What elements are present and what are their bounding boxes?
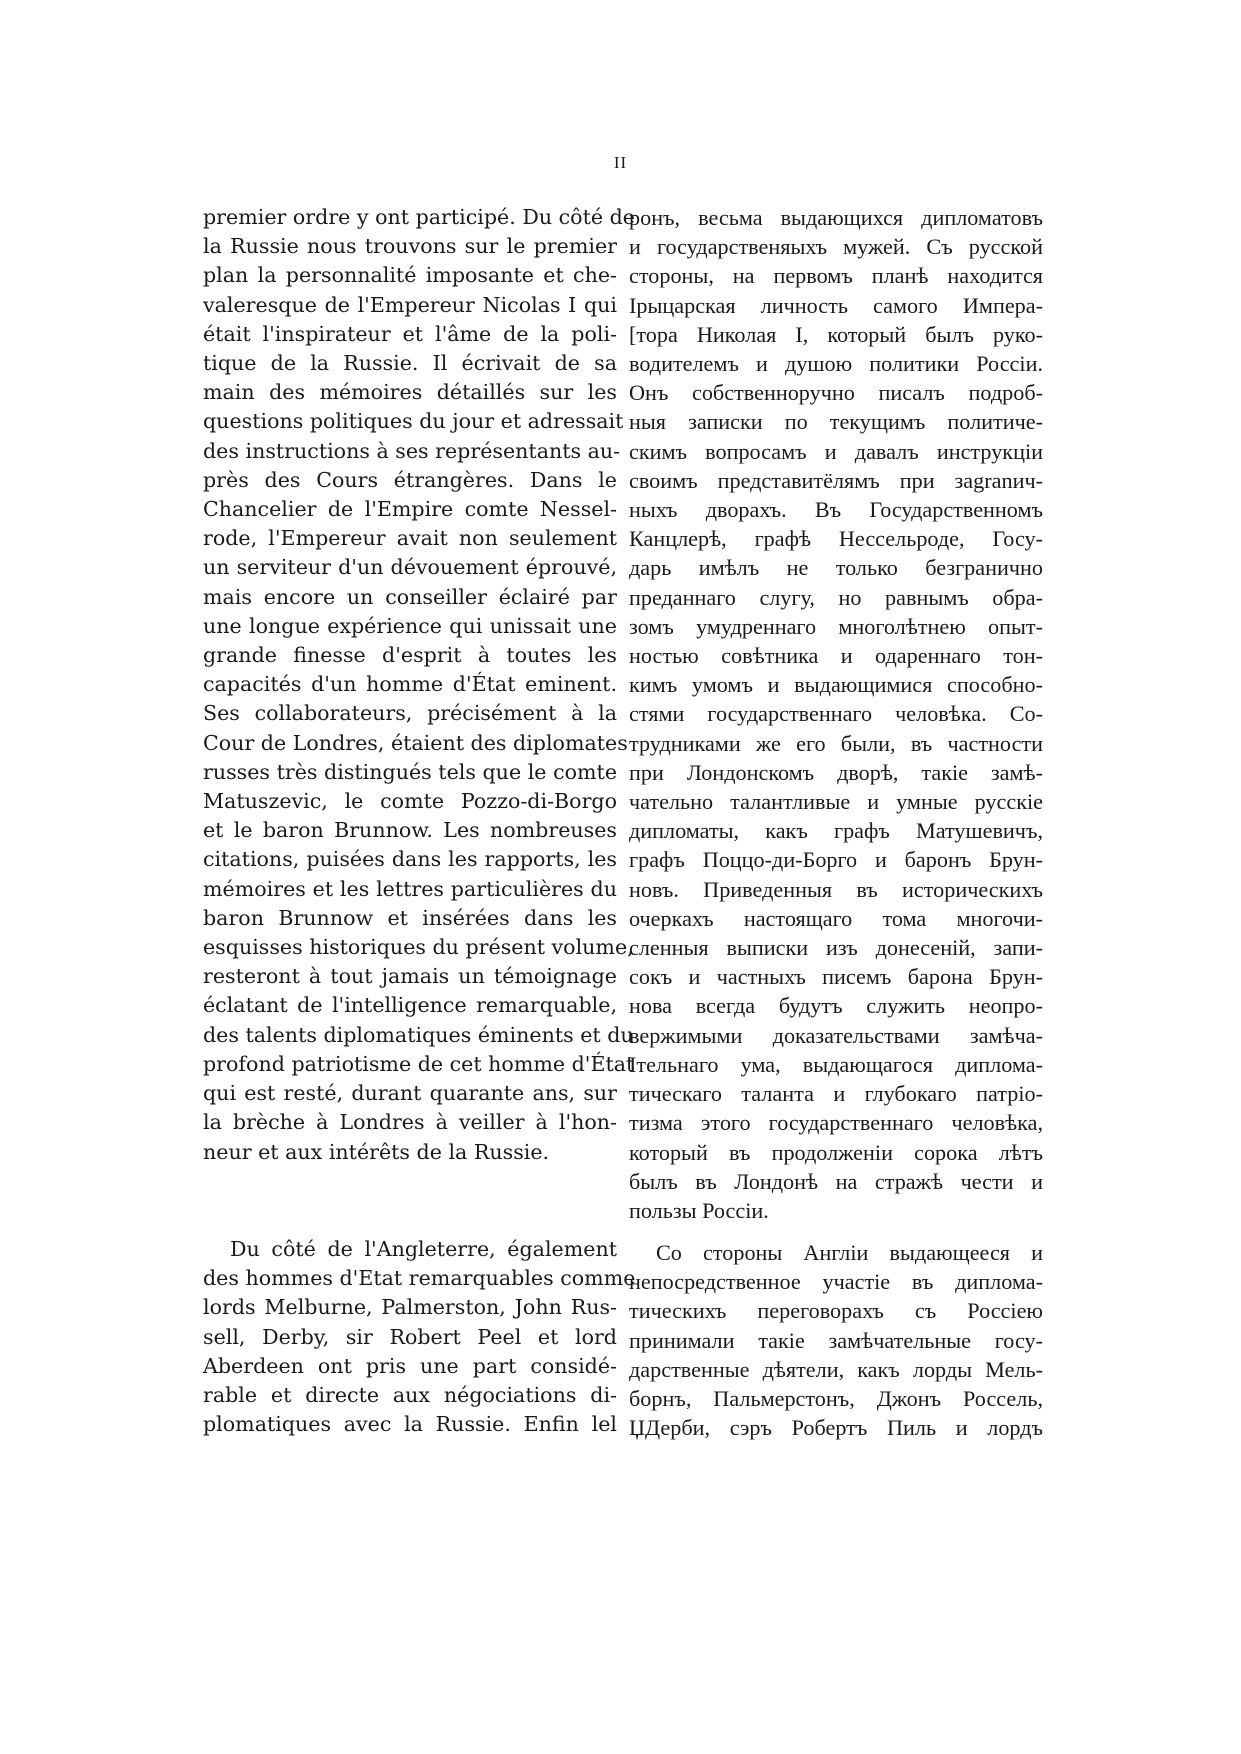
text-line: зомъ умудреннаго многолѣтнею опыт- (629, 613, 1043, 639)
text-line: Ірыцарская личность самого Импера- (629, 292, 1043, 318)
text-line: нова всегда будутъ служить неопро- (629, 993, 1043, 1019)
text-line: сокъ и частныхъ писемъ барона Брун- (629, 964, 1043, 990)
text-line: ронъ, весьма выдающихся дипломатовъ (629, 205, 1043, 230)
french-paragraph-1 (203, 203, 635, 1167)
text-line: des instructions à ses représentants au- (203, 438, 621, 463)
text-line: des hommes d'Etat remarquables comme (203, 1266, 636, 1291)
text-line: mais encore un conseiller éclairé par (203, 584, 617, 609)
text-line: qui est resté, durant quarante ans, sur (203, 1081, 617, 1106)
text-line: grande finesse d'esprit à toutes les (203, 643, 617, 668)
text-line: resteront à tout jamais un témoignage (203, 964, 617, 989)
russian-paragraph-1 (629, 203, 1043, 1225)
french-paragraph-2 (203, 1235, 636, 1439)
text-line: main des mémoires détaillés sur les (203, 380, 617, 405)
text-line: ЏДерби, сэръ Робертъ Пиль и лордъ (629, 1415, 1043, 1441)
page-number: II (613, 153, 628, 172)
text-line: тизма этого государственнаго человѣка, (629, 1110, 1043, 1136)
text-line: était l'inspirateur et l'âme de la poli- (203, 321, 617, 346)
text-line: Онъ собственноручно писалъ подроб- (629, 380, 1043, 406)
text-line: трудниками же его были, въ частности (629, 730, 1043, 756)
text-line: и государственяыхъ мужей. Съ русской (629, 234, 1043, 260)
text-line: принимали такіе замѣчательные госу- (629, 1327, 1043, 1353)
text-line: valeresque de l'Empereur Nicolas I qui (203, 292, 617, 317)
text-line: profond patriotisme de cet homme d'État (203, 1051, 635, 1076)
text-line: la brèche à Londres à veiller à l'hon- (203, 1110, 617, 1135)
text-line: [тора Николая I, который былъ руко- (629, 321, 1043, 347)
text-line: своимъ представитёлямъ при заgranич- (629, 467, 1043, 493)
text-line: ностью совѣтника и одареннаго тон- (629, 643, 1043, 669)
text-line: скимъ вопросамъ и давалъ инструкціи (629, 438, 1043, 464)
text-line: citations, puisées dans les rapports, les (203, 847, 617, 872)
text-line: une longue expérience qui unissait une (203, 613, 617, 638)
text-line: стями государственнаго человѣка. Со- (629, 701, 1043, 727)
text-line: Du côté de l'Angleterre, également (230, 1237, 617, 1261)
text-line: сленныя выписки изъ донесеній, запи- (629, 935, 1043, 961)
text-line: стороны, на первомъ планѣ находится (629, 263, 1043, 289)
text-line: esquisses historiques du présent volume, (203, 935, 634, 960)
text-line: russes très distingués tels que le comte (203, 759, 617, 784)
text-line: neur et aux intérêts de la Russie. (203, 1139, 550, 1164)
text-line: очеркахъ настоящаго тома многочи- (629, 905, 1043, 931)
text-line: la Russie nous trouvons sur le premier (203, 234, 617, 259)
text-line: дипломаты, какъ графъ Матушевичъ, (629, 818, 1043, 844)
text-line: чательно талантливые и умные русскіе (629, 789, 1043, 815)
text-line: преданнаго слугу, но равнымъ обра- (629, 584, 1043, 610)
text-line: водителемъ и душою политики Россіи. (629, 351, 1043, 377)
text-line: Aberdeen ont pris une part considé- (203, 1353, 617, 1378)
text-line: plan la personnalité imposante et che- (203, 263, 617, 288)
text-line: lords Melburne, Palmerston, John Rus- (203, 1295, 617, 1320)
text-line: борнъ, Пальмерстонъ, Джонъ Россель, (629, 1386, 1043, 1412)
text-line: plomatiques avec la Russie. Enfin lel (203, 1412, 617, 1437)
text-line: ныхъ дворахъ. Въ Государственномъ (629, 497, 1043, 523)
text-line: вержимыми доказательствами замѣча- (629, 1022, 1043, 1048)
text-line: новъ. Приведенныя въ историческихъ (629, 876, 1043, 902)
text-line: который въ продолженіи сорока лѣтъ (629, 1139, 1043, 1165)
text-line: ныя записки по текущимъ политиче- (629, 409, 1043, 435)
text-line: questions politiques du jour et adressait (203, 409, 624, 434)
text-line: un serviteur d'un dévouement éprouvé, (203, 555, 617, 580)
text-line: Ітельнаго ума, выдающагося диплома- (629, 1051, 1043, 1077)
text-line: тическаго таланта и глубокаго патріо- (629, 1081, 1043, 1107)
text-line: près des Cours étrangères. Dans le (203, 467, 617, 492)
text-line: кимъ умомъ и выдающимися способно- (629, 672, 1043, 698)
text-line: premier ordre y ont participé. Du côté de (203, 205, 635, 229)
text-line: Канцлерѣ, графѣ Нессельроде, Госу- (629, 526, 1043, 552)
text-line: Ses collaborateurs, précisément à la (203, 701, 617, 726)
text-line: sell, Derby, sir Robert Peel et lord (203, 1324, 617, 1349)
text-line: rode, l'Empereur avait non seulement (203, 526, 617, 551)
text-line: графъ Поццо-ди-Борго и баронъ Брун- (629, 847, 1043, 873)
text-line: тическихъ переговорахъ съ Россіею (629, 1298, 1043, 1324)
text-line: дарственные дѣятели, какъ лорды Мель- (629, 1356, 1043, 1382)
text-line: дарь имѣлъ не только безгранично (629, 555, 1043, 581)
text-line: былъ въ Лондонѣ на стражѣ чести и (629, 1168, 1043, 1194)
text-line: непосредственное участіе въ диплома- (629, 1269, 1043, 1295)
text-line: при Лондонскомъ дворѣ, такіе замѣ- (629, 759, 1043, 785)
text-line: пользы Россіи. (629, 1197, 769, 1223)
text-line: et le baron Brunnow. Les nombreuses (203, 818, 617, 843)
text-line: Cour de Londres, étaient des diplomates (203, 730, 628, 755)
russian-paragraph-2 (629, 1238, 1043, 1442)
text-line: Со стороны Англіи выдающееся и (656, 1240, 1043, 1265)
text-line: Chancelier de l'Empire comte Nessel- (203, 497, 617, 522)
text-line: capacités d'un homme d'État eminent. (203, 672, 617, 697)
text-line: tique de la Russie. Il écrivait de sa (203, 351, 617, 376)
text-line: rable et directe aux négociations di- (203, 1383, 617, 1408)
text-line: Matuszevic, le comte Pozzo-di-Borgo (203, 789, 617, 814)
text-line: baron Brunnow et insérées dans les (203, 905, 617, 930)
text-line: des talents diplomatiques éminents et du (203, 1022, 634, 1047)
text-line: mémoires et les lettres particulières du (203, 876, 617, 901)
text-line: éclatant de l'intelligence remarquable, (203, 993, 617, 1018)
